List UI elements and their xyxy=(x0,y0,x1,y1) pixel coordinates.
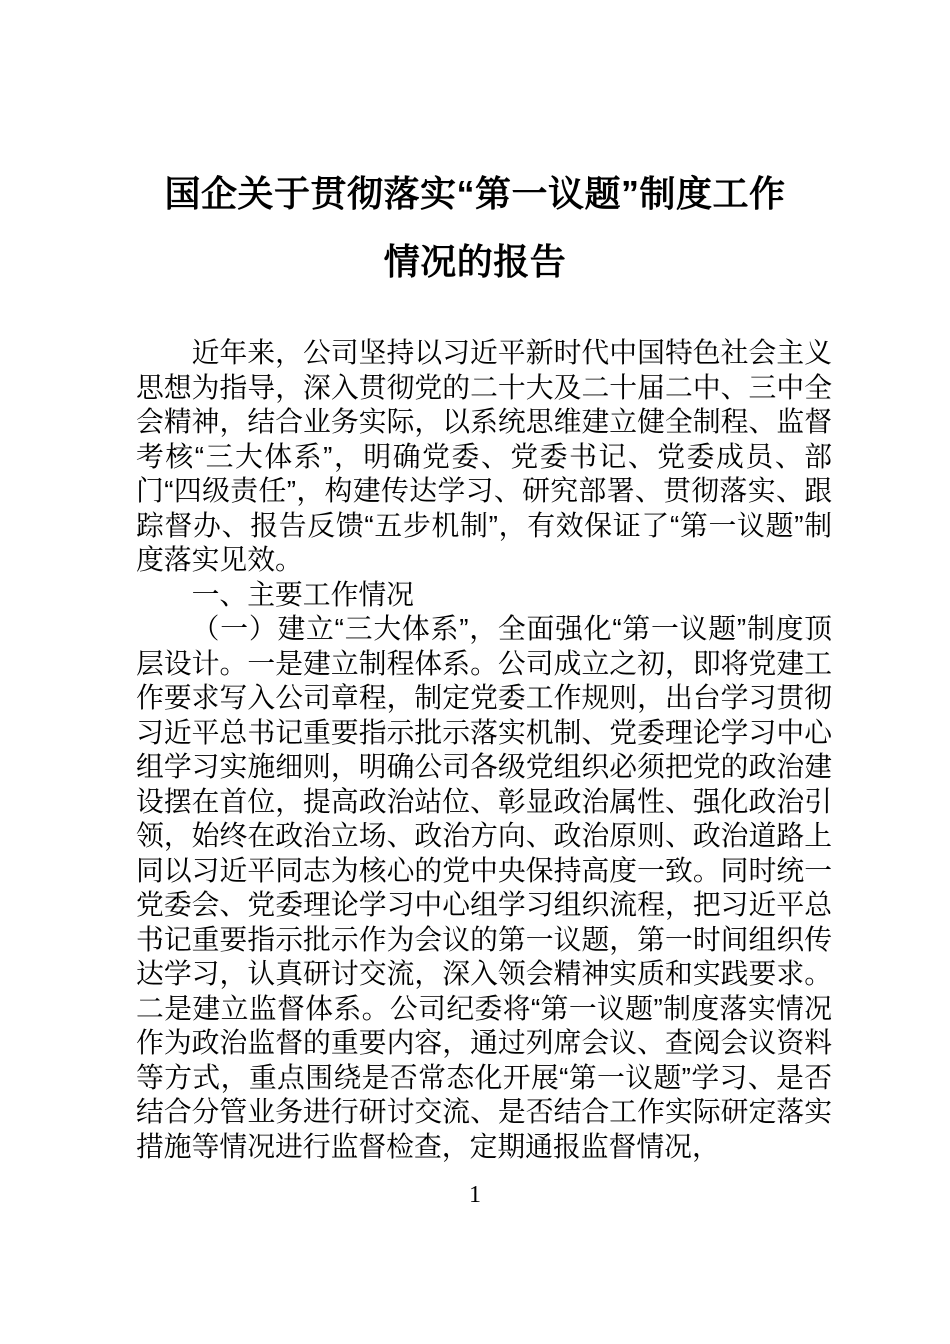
report-title-line2: 情况的报告 xyxy=(383,241,567,282)
section-body-paragraph: （一）建立“三大体系”，全面强化“第一议题”制度顶层设计。一是建立制程体系。公司成立之初，即将党建工作要求写入公司章程，制定党委工作规则，出台学习贯彻习近平总书记重要指示批示落实机制、党委理论学习中心组学习实施细则，明确公司各级党组织必须把党的政治建设摆在首位，提高政治站位、彰显政治属性、强化政治引领，始终在政治立场、政治方向、政治原则、政治道路上同以习近平同志为核心的党中央保持高度一致。同时统一党委会、党委理论学习中心组学习组织流程，把习近平总书记重要指示批示作为会议的第一议题，第一时间组织传达学习，认真研讨交流，深入领会精神实质和实践要求。二是建立监督体系。公司纪委将“第一议题”制度落实情况作为政治监督的重要内容，通过列席会议、查阅会议资料等方式，重点围绕是否常态化开展“第一议题”学习、是否结合分管业务进行研讨交流、是否结合工作实际研定落实措施等情况进行监督检查，定期通报监督情况， xyxy=(136,613,832,1162)
report-title xyxy=(0,0,950,296)
page-number: 1 xyxy=(469,1182,481,1208)
intro-paragraph: 近年来，公司坚持以习近平新时代中国特色社会主义思想为指导，深入贯彻党的二十大及二十届二中、三中全会精神，结合业务实际，以系统思维建立健全制程、监督考核“三大体系”，明确党委、党委书记、党委成员、部门“四级责任”，构建传达学习、研究部署、贯彻落实、跟踪督办、报告反馈“五步机制”，有效保证了“第一议题”制度落实见效。 xyxy=(136,337,832,575)
report-title-line1: 国企关于贯彻落实“第一议题”制度工作 xyxy=(164,173,786,214)
section-heading: 一、主要工作情况 xyxy=(191,578,414,610)
document-body xyxy=(136,336,832,1164)
